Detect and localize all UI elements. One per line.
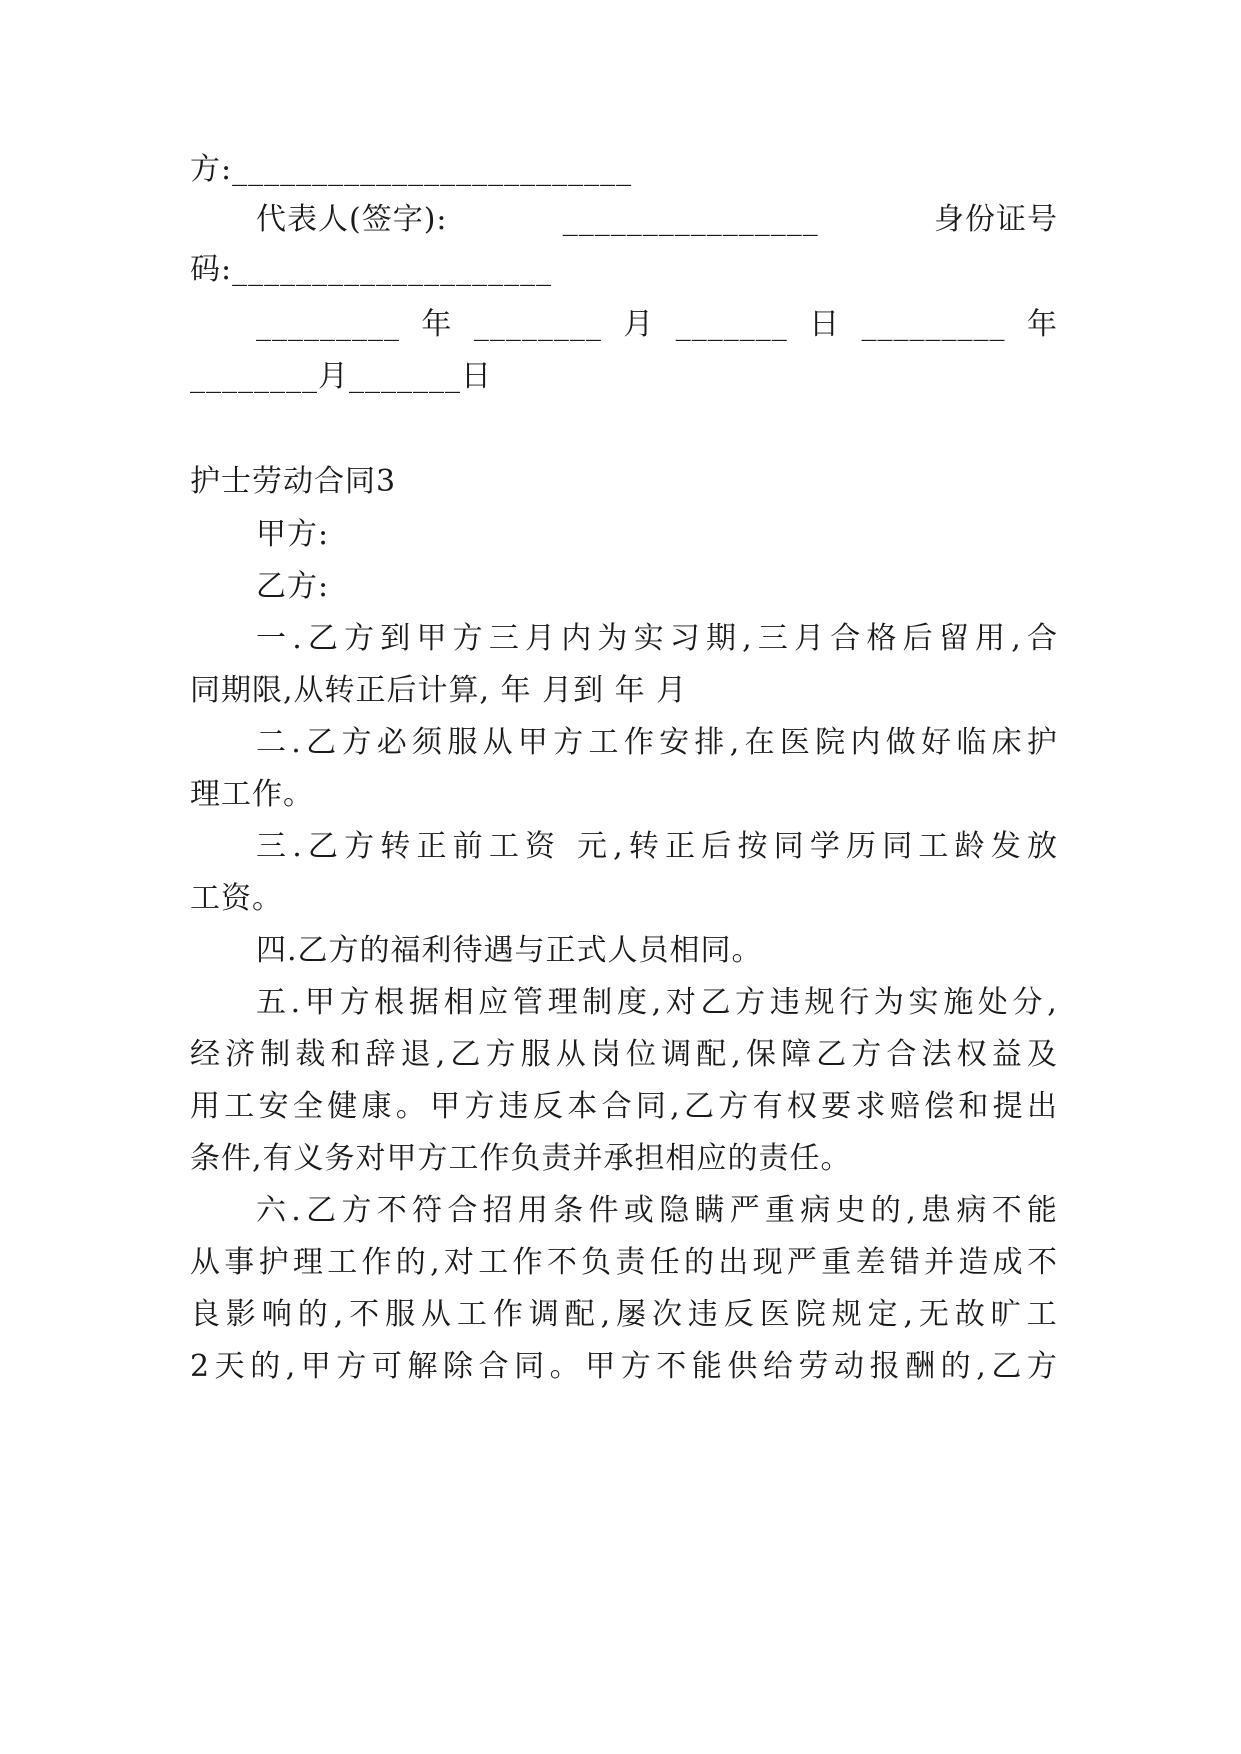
- clause-char: 从: [482, 725, 514, 760]
- clause-line: 同期限,从转正后计算, 年 月到 年 月: [190, 673, 688, 708]
- clause-char: 作: [623, 725, 655, 760]
- clause-char: 医: [779, 725, 811, 760]
- clause-char: 方: [851, 1037, 883, 1072]
- clause-char: 工: [224, 1089, 256, 1124]
- clause-char: 障: [781, 1037, 813, 1072]
- clause-char: 工: [478, 1245, 510, 1280]
- clause-char: 的: [684, 1245, 715, 1280]
- clause-char: 方: [341, 725, 373, 760]
- clause-char: 可: [371, 1349, 403, 1384]
- clause-char: 患: [921, 1193, 953, 1228]
- clause-char: 处: [977, 985, 1009, 1020]
- clause-char: 并: [924, 1245, 956, 1280]
- clause-char: 方: [485, 1037, 517, 1072]
- clause-char: 提: [992, 1089, 1024, 1124]
- clause-char: 同: [635, 1089, 667, 1124]
- clause-char: 重: [821, 1245, 853, 1280]
- clause-char: 乙: [307, 621, 339, 656]
- clause-char: 用: [190, 1089, 221, 1124]
- clause-char: 乙: [816, 1037, 848, 1072]
- clause-line: [190, 1243, 1058, 1283]
- clause-char: 裁: [295, 1037, 327, 1072]
- clause-char: 历: [846, 829, 878, 864]
- clause-char: 制: [582, 985, 614, 1020]
- clause-line: 理工作。: [190, 777, 314, 812]
- clause-line: 条件,有义务对甲方工作负责并承担相应的责任。: [190, 1141, 852, 1176]
- clause-char: 及: [1026, 1037, 1058, 1072]
- clause-line: [256, 827, 1058, 867]
- clause-char: 权: [956, 1037, 988, 1072]
- clause-char: ,: [729, 725, 741, 760]
- clause-char: 错: [889, 1245, 921, 1280]
- clause-char: 护: [1026, 725, 1058, 760]
- clause-char: 行: [839, 985, 871, 1020]
- clause-line: [190, 1295, 1058, 1335]
- date-line: [256, 305, 1058, 345]
- clause-char: 能: [691, 1349, 723, 1384]
- clause-char: ,: [731, 1037, 742, 1072]
- clause-char: ,: [435, 1037, 447, 1072]
- clause-line: [190, 1035, 1058, 1075]
- clause-char: 法: [921, 1037, 953, 1072]
- clause-char: 作: [492, 1297, 524, 1332]
- clause-char: 分: [1012, 985, 1044, 1020]
- clause-char: 的: [250, 1349, 282, 1384]
- clause-char: 医: [759, 1297, 791, 1332]
- clause-char: 二: [256, 725, 287, 760]
- clause-char: 配: [564, 1297, 596, 1332]
- clause-char: 应: [478, 985, 510, 1020]
- clause-char: 违: [769, 985, 801, 1020]
- date-blank: _________: [861, 307, 1006, 342]
- clause-char: 现: [752, 1245, 784, 1280]
- clause-char: 方: [336, 1349, 368, 1384]
- clause-char: 出: [718, 1245, 750, 1280]
- clause-char: 对: [665, 985, 697, 1020]
- clause-char: 严: [729, 1193, 761, 1228]
- clause-char: 本: [567, 1089, 599, 1124]
- clause-char: 须: [412, 725, 444, 760]
- clause-char: 不: [349, 1297, 381, 1332]
- clause-char: 正: [416, 829, 448, 864]
- clause-char: 规: [831, 1297, 863, 1332]
- clause-char: 严: [786, 1245, 818, 1280]
- clause-char: 相: [443, 985, 475, 1020]
- clause-char: 报: [869, 1349, 901, 1384]
- clause-char: 五: [256, 985, 287, 1020]
- clause-char: 合: [830, 621, 862, 656]
- clause-char: 必: [376, 725, 408, 760]
- clause-char: 留: [938, 621, 970, 656]
- clause-char: 病: [800, 1193, 832, 1228]
- clause-char: 无: [918, 1297, 950, 1332]
- clause-char: 保: [745, 1037, 777, 1072]
- clause-char: 据: [408, 985, 440, 1020]
- clause-char: 岗: [590, 1037, 622, 1072]
- id-number-label: 身份证号: [933, 202, 1058, 237]
- clause-char: 工: [456, 1297, 488, 1332]
- clause-char: 有: [752, 1089, 784, 1124]
- clause-char: 放: [1026, 829, 1058, 864]
- party-a-label: 甲方:: [256, 517, 330, 552]
- clause-char: 康: [361, 1089, 393, 1124]
- clause-char: 健: [327, 1089, 359, 1124]
- clause-char: 施: [943, 985, 975, 1020]
- clause-char: 除: [443, 1349, 475, 1384]
- clause-char: 服: [520, 1037, 552, 1072]
- clause-char: ,: [333, 1297, 345, 1332]
- clause-char: 符: [412, 1193, 444, 1228]
- clause-char: 条: [553, 1193, 585, 1228]
- clause-char: 合: [1026, 621, 1058, 656]
- clause-char: 正: [665, 829, 697, 864]
- clause-char: 能: [1026, 1193, 1058, 1228]
- representative-blank: ________________: [562, 202, 819, 237]
- clause-char: 合: [886, 1037, 918, 1072]
- representative-signature-line: [256, 200, 1058, 240]
- date-blank: _______: [675, 307, 788, 342]
- month-label: 月: [623, 307, 655, 342]
- clause-char: 合: [478, 1349, 510, 1384]
- clause-char: 全: [292, 1089, 324, 1124]
- date-blank: ________: [473, 307, 602, 342]
- clause-char: 月: [794, 621, 826, 656]
- clause-char: 要: [821, 1089, 853, 1124]
- clause-char: 影: [225, 1297, 257, 1332]
- clause-char: 不: [991, 1193, 1023, 1228]
- clause-char: 方: [464, 1089, 496, 1124]
- clause-char: 元: [576, 829, 608, 864]
- clause-char: 违: [687, 1297, 719, 1332]
- clause-char: 床: [991, 725, 1023, 760]
- clause-char: 或: [623, 1193, 655, 1228]
- clause-char: ,: [430, 1245, 441, 1280]
- clause-char: 供: [727, 1349, 759, 1384]
- clause-char: 不: [546, 1245, 578, 1280]
- clause-char: 对: [443, 1245, 475, 1280]
- clause-char: 工: [918, 829, 950, 864]
- clause-char: 劳: [798, 1349, 830, 1384]
- clause-char: 甲: [585, 1349, 617, 1384]
- clause-char: 调: [528, 1297, 560, 1332]
- clause-char: 辞: [365, 1037, 397, 1072]
- clause-char: .: [291, 725, 302, 760]
- clause-char: 实: [633, 621, 665, 656]
- clause-char: 转: [628, 829, 660, 864]
- clause-char: 解: [407, 1349, 439, 1384]
- clause-line: [190, 1087, 1058, 1127]
- clause-char: 工: [488, 829, 520, 864]
- clause-char: 不: [376, 1193, 408, 1228]
- clause-char: 和: [330, 1037, 362, 1072]
- clause-char: 乙: [991, 1349, 1023, 1384]
- clause-char: 权: [786, 1089, 818, 1124]
- clause-char: 工: [327, 1245, 359, 1280]
- clause-char: 根: [374, 985, 406, 1020]
- clause-char: 作: [361, 1245, 393, 1280]
- clause-char: 三: [256, 829, 287, 864]
- clause-char: 瞒: [694, 1193, 726, 1228]
- year-label: 年: [421, 307, 453, 342]
- clause-char: 甲: [517, 725, 549, 760]
- clause-char: 甲: [430, 1089, 462, 1124]
- clause-char: 方: [339, 985, 371, 1020]
- clause-char: 一: [256, 621, 287, 656]
- clause-char: 。: [549, 1349, 581, 1384]
- representative-label: 代表人(签字):: [256, 202, 448, 237]
- clause-char: 负: [581, 1245, 613, 1280]
- clause-line: [256, 619, 1058, 659]
- clause-char: 到: [380, 621, 412, 656]
- clause-char: 位: [625, 1037, 657, 1072]
- clause-char: 格: [866, 621, 898, 656]
- year-label: 年: [1026, 307, 1058, 342]
- clause-char: 月: [525, 621, 557, 656]
- clause-char: 好: [921, 725, 953, 760]
- contract-title: 护士劳动合同3: [190, 464, 397, 499]
- clause-char: 规: [804, 985, 836, 1020]
- clause-char: 史: [835, 1193, 867, 1228]
- clause-char: 转: [380, 829, 412, 864]
- clause-char: 方: [553, 725, 585, 760]
- clause-char: ,: [600, 1297, 612, 1332]
- clause-char: 甲: [300, 1349, 332, 1384]
- clause-char: 事: [224, 1245, 256, 1280]
- clause-char: 乙: [700, 985, 732, 1020]
- clause-char: 给: [762, 1349, 794, 1384]
- clause-char: 合: [447, 1193, 479, 1228]
- clause-char: ,: [976, 1349, 987, 1384]
- clause-char: 龄: [954, 829, 986, 864]
- party-signature-line: 方:_________________________: [190, 152, 633, 187]
- clause-char: 乙: [306, 1193, 338, 1228]
- clause-char: 偿: [924, 1089, 956, 1124]
- clause-char: 甲: [416, 621, 448, 656]
- clause-char: 退: [400, 1037, 432, 1072]
- clause-char: 为: [873, 985, 905, 1020]
- clause-char: 同: [882, 829, 914, 864]
- clause-char: 隐: [659, 1193, 691, 1228]
- clause-char: ,: [906, 1193, 917, 1228]
- clause-char: 造: [958, 1245, 990, 1280]
- clause-char: 工: [588, 725, 620, 760]
- clause-char: ,: [670, 1089, 681, 1124]
- clause-char: 从: [555, 1037, 587, 1072]
- party-b-label: 乙方:: [256, 569, 330, 604]
- clause-char: 乙: [307, 829, 339, 864]
- clause-char: 内: [561, 621, 593, 656]
- clause-char: 前: [452, 829, 484, 864]
- clause-char: 件: [588, 1193, 620, 1228]
- clause-char: 济: [225, 1037, 257, 1072]
- clause-char: ,: [1047, 985, 1058, 1020]
- clause-char: 病: [956, 1193, 988, 1228]
- clause-char: 响: [261, 1297, 293, 1332]
- clause-char: ,: [285, 1349, 297, 1384]
- clause-char: 责: [615, 1245, 647, 1280]
- day-label: 日: [809, 307, 841, 342]
- clause-char: 三: [757, 621, 789, 656]
- clause-char: 学: [809, 829, 841, 864]
- clause-char: 合: [601, 1089, 633, 1124]
- clause-char: 乙: [306, 725, 338, 760]
- clause-char: 为: [597, 621, 629, 656]
- clause-char: 从: [190, 1245, 221, 1280]
- clause-char: .: [292, 829, 303, 864]
- clause-char: 乙: [684, 1089, 715, 1124]
- clause-char: 实: [908, 985, 940, 1020]
- clause-line: 四.乙方的福利待遇与正式人员相同。: [256, 933, 763, 968]
- clause-char: 良: [190, 1297, 221, 1332]
- clause-char: 益: [991, 1037, 1023, 1072]
- clause-line: [256, 723, 1058, 763]
- clause-char: ,: [613, 829, 624, 864]
- clause-char: 赔: [889, 1089, 921, 1124]
- clause-char: 发: [990, 829, 1022, 864]
- date-blank: _________: [256, 307, 400, 342]
- clause-char: 安: [258, 1089, 290, 1124]
- clause-char: 服: [447, 725, 479, 760]
- clause-char: 任: [649, 1245, 681, 1280]
- id-number-line: 码:____________________: [190, 252, 553, 287]
- clause-char: 工: [1026, 1297, 1058, 1332]
- clause-char: 不: [1026, 1245, 1058, 1280]
- clause-char: 方: [718, 1089, 750, 1124]
- clause-line: [256, 1191, 1058, 1231]
- clause-char: 理: [547, 985, 579, 1020]
- clause-char: [561, 827, 572, 867]
- clause-char: 反: [723, 1297, 755, 1332]
- clause-char: 作: [512, 1245, 544, 1280]
- clause-char: 习: [669, 621, 701, 656]
- clause-char: 的: [940, 1349, 972, 1384]
- clause-char: 和: [958, 1089, 990, 1124]
- clause-char: 2: [190, 1349, 211, 1384]
- clause-char: 旷: [990, 1297, 1022, 1332]
- clause-char: 重: [765, 1193, 796, 1228]
- clause-char: 度: [616, 985, 648, 1020]
- clause-char: 方: [735, 985, 767, 1020]
- clause-char: 不: [656, 1349, 688, 1384]
- clause-char: 求: [855, 1089, 887, 1124]
- clause-char: 在: [744, 725, 776, 760]
- clause-char: 酬: [905, 1349, 937, 1384]
- clause-char: 院: [815, 725, 847, 760]
- clause-char: ,: [903, 1297, 914, 1332]
- clause-char: .: [292, 621, 303, 656]
- clause-char: 后: [902, 621, 934, 656]
- clause-char: 同: [514, 1349, 546, 1384]
- clause-char: 做: [885, 725, 917, 760]
- clause-char: .: [290, 985, 302, 1020]
- clause-char: 违: [498, 1089, 530, 1124]
- clause-char: 差: [855, 1245, 887, 1280]
- clause-char: 院: [795, 1297, 827, 1332]
- clause-char: 的: [297, 1297, 329, 1332]
- clause-char: 方: [344, 829, 376, 864]
- clause-char: 反: [532, 1089, 564, 1124]
- clause-char: 三: [488, 621, 520, 656]
- clause-char: ,: [742, 621, 753, 656]
- clause-char: 后: [701, 829, 733, 864]
- clause-line: [256, 983, 1058, 1023]
- clause-char: 方: [1026, 1349, 1058, 1384]
- clause-char: 制: [260, 1037, 292, 1072]
- clause-char: 方: [620, 1349, 652, 1384]
- clause-char: 乙: [450, 1037, 482, 1072]
- clause-char: 动: [834, 1349, 866, 1384]
- clause-char: 理: [292, 1245, 324, 1280]
- clause-char: 管: [512, 985, 544, 1020]
- date-line-continued: ________月_______日: [190, 359, 492, 394]
- clause-char: 方: [341, 1193, 373, 1228]
- clause-char: 按: [737, 829, 769, 864]
- clause-char: 甲: [304, 985, 336, 1020]
- clause-char: 同: [773, 829, 805, 864]
- clause-char: 经: [190, 1037, 221, 1072]
- clause-line: [190, 1347, 1058, 1387]
- clause-char: 安: [659, 725, 691, 760]
- clause-char: 天: [214, 1349, 246, 1384]
- clause-char: 故: [954, 1297, 986, 1332]
- clause-char: 资: [525, 829, 557, 864]
- clause-char: 方: [452, 621, 484, 656]
- clause-char: 。: [395, 1089, 427, 1124]
- clause-char: 内: [850, 725, 882, 760]
- clause-char: 六: [256, 1193, 287, 1228]
- clause-char: 调: [661, 1037, 693, 1072]
- clause-char: 的: [870, 1193, 902, 1228]
- clause-char: 成: [992, 1245, 1024, 1280]
- clause-char: 用: [975, 621, 1007, 656]
- clause-char: .: [291, 1193, 302, 1228]
- clause-char: 排: [694, 725, 726, 760]
- clause-char: 屡: [616, 1297, 648, 1332]
- clause-char: 用: [517, 1193, 549, 1228]
- clause-char: 方: [344, 621, 376, 656]
- clause-char: 从: [421, 1297, 452, 1332]
- clause-char: 的: [395, 1245, 427, 1280]
- clause-char: 配: [696, 1037, 728, 1072]
- clause-char: 招: [482, 1193, 514, 1228]
- clause-char: 次: [652, 1297, 683, 1332]
- clause-char: 定: [867, 1297, 899, 1332]
- clause-char: 服: [385, 1297, 417, 1332]
- clause-char: 期: [705, 621, 737, 656]
- clause-char: 临: [956, 725, 988, 760]
- clause-char: 出: [1026, 1089, 1058, 1124]
- clause-char: ,: [651, 985, 663, 1020]
- clause-char: ,: [1011, 621, 1022, 656]
- clause-char: 护: [258, 1245, 290, 1280]
- clause-line: 工资。: [190, 881, 283, 916]
